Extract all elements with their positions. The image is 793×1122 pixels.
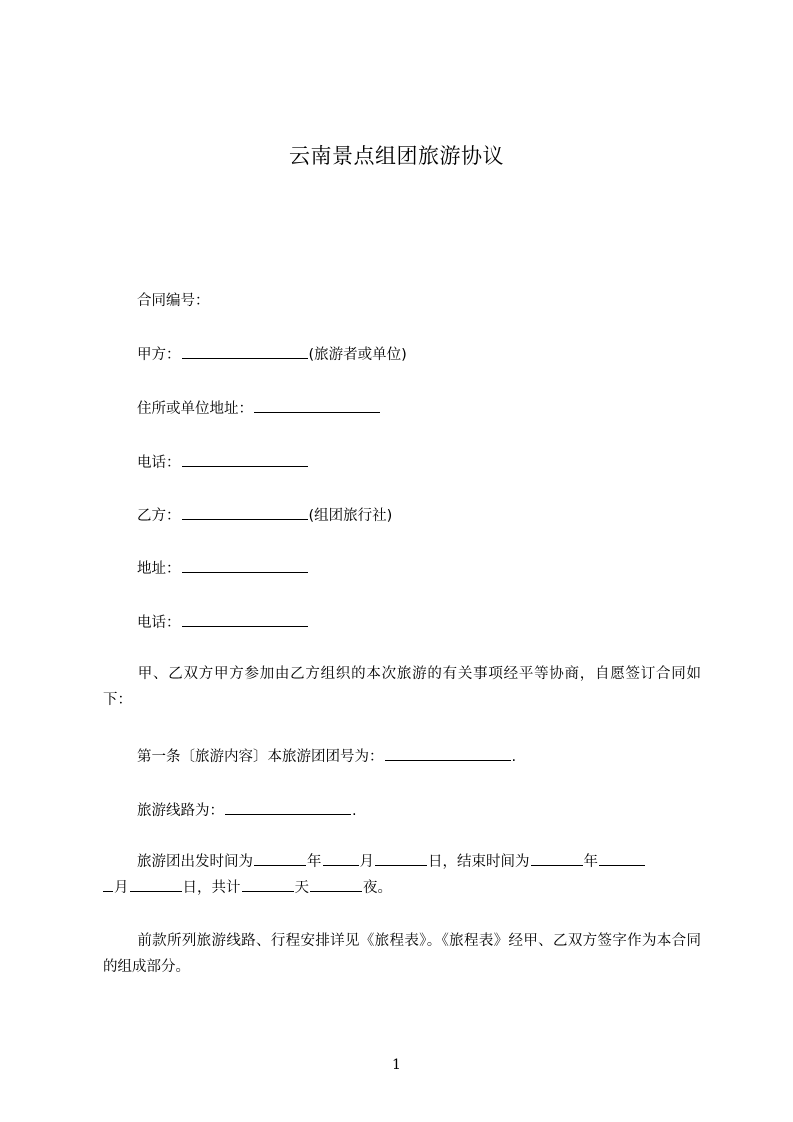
end-day-blank[interactable] (130, 877, 182, 892)
address-a-label: 住所或单位地址： (137, 401, 253, 417)
start-year-blank[interactable] (254, 851, 306, 866)
end-time-prefix: 日，结束时间为 (428, 854, 530, 870)
end-year-blank[interactable] (531, 851, 583, 866)
party-a-label: 甲方： (137, 347, 181, 363)
route-blank[interactable] (225, 800, 351, 815)
address-b-blank[interactable] (182, 558, 308, 573)
itinerary-paragraph (103, 928, 701, 980)
nights-label: 夜。 (363, 880, 392, 896)
route-label: 旅游线路为： (137, 803, 224, 819)
phone-b-label: 电话： (137, 615, 181, 631)
intro-paragraph (103, 661, 701, 713)
days-label: 天 (294, 880, 309, 896)
route-period: . (352, 803, 357, 819)
intro-text: 甲、乙双方甲方参加由乙方组织的本次旅游的有关事项经平等协商，自愿签订合同如下： (103, 666, 701, 708)
party-a-blank[interactable] (182, 344, 308, 359)
start-month-blank[interactable] (323, 851, 359, 866)
nights-blank[interactable] (310, 877, 362, 892)
departure-paragraph (103, 849, 701, 901)
phone-a-line (137, 452, 309, 473)
departure-prefix: 旅游团出发时间为 (137, 854, 253, 870)
address-b-label: 地址： (137, 561, 181, 577)
address-b-line (137, 558, 309, 579)
party-a-note: (旅游者或单位) (308, 347, 407, 363)
party-b-line (137, 505, 392, 526)
phone-a-blank[interactable] (182, 452, 308, 467)
tour-group-number-blank[interactable] (385, 746, 511, 761)
contract-number-label: 合同编号： (137, 293, 210, 309)
page-number: 1 (392, 1057, 401, 1073)
party-b-note: (组团旅行社) (308, 508, 393, 524)
contract-number-line (137, 291, 210, 311)
start-year-label: 年 (307, 854, 322, 870)
start-day-blank[interactable] (375, 851, 427, 866)
article-1-period: . (511, 749, 517, 765)
address-a-line (137, 398, 381, 419)
end-month-blank-part1[interactable] (599, 851, 645, 866)
article-1-line (137, 746, 516, 767)
end-month-label: 月 (114, 880, 129, 896)
end-month-blank-part2[interactable] (103, 877, 113, 892)
party-b-label: 乙方： (137, 508, 181, 524)
phone-a-label: 电话： (137, 455, 181, 471)
end-year-label: 年 (583, 854, 598, 870)
party-a-line (137, 344, 407, 365)
route-line (137, 800, 357, 821)
total-prefix: 日，共计 (182, 880, 241, 896)
phone-b-blank[interactable] (182, 612, 308, 627)
days-blank[interactable] (242, 877, 294, 892)
phone-b-line (137, 612, 309, 633)
address-a-blank[interactable] (254, 398, 380, 413)
document-title: 云南景点组团旅游协议 (289, 144, 504, 168)
article-1-label: 第一条〔旅游内容〕本旅游团团号为： (137, 749, 384, 765)
itinerary-text: 前款所列旅游线路、行程安排详见《旅程表》。《旅程表》经甲、乙双方签字作为本合同的组成部分。 (103, 933, 701, 975)
party-b-blank[interactable] (182, 505, 308, 520)
start-month-label: 月 (359, 854, 374, 870)
